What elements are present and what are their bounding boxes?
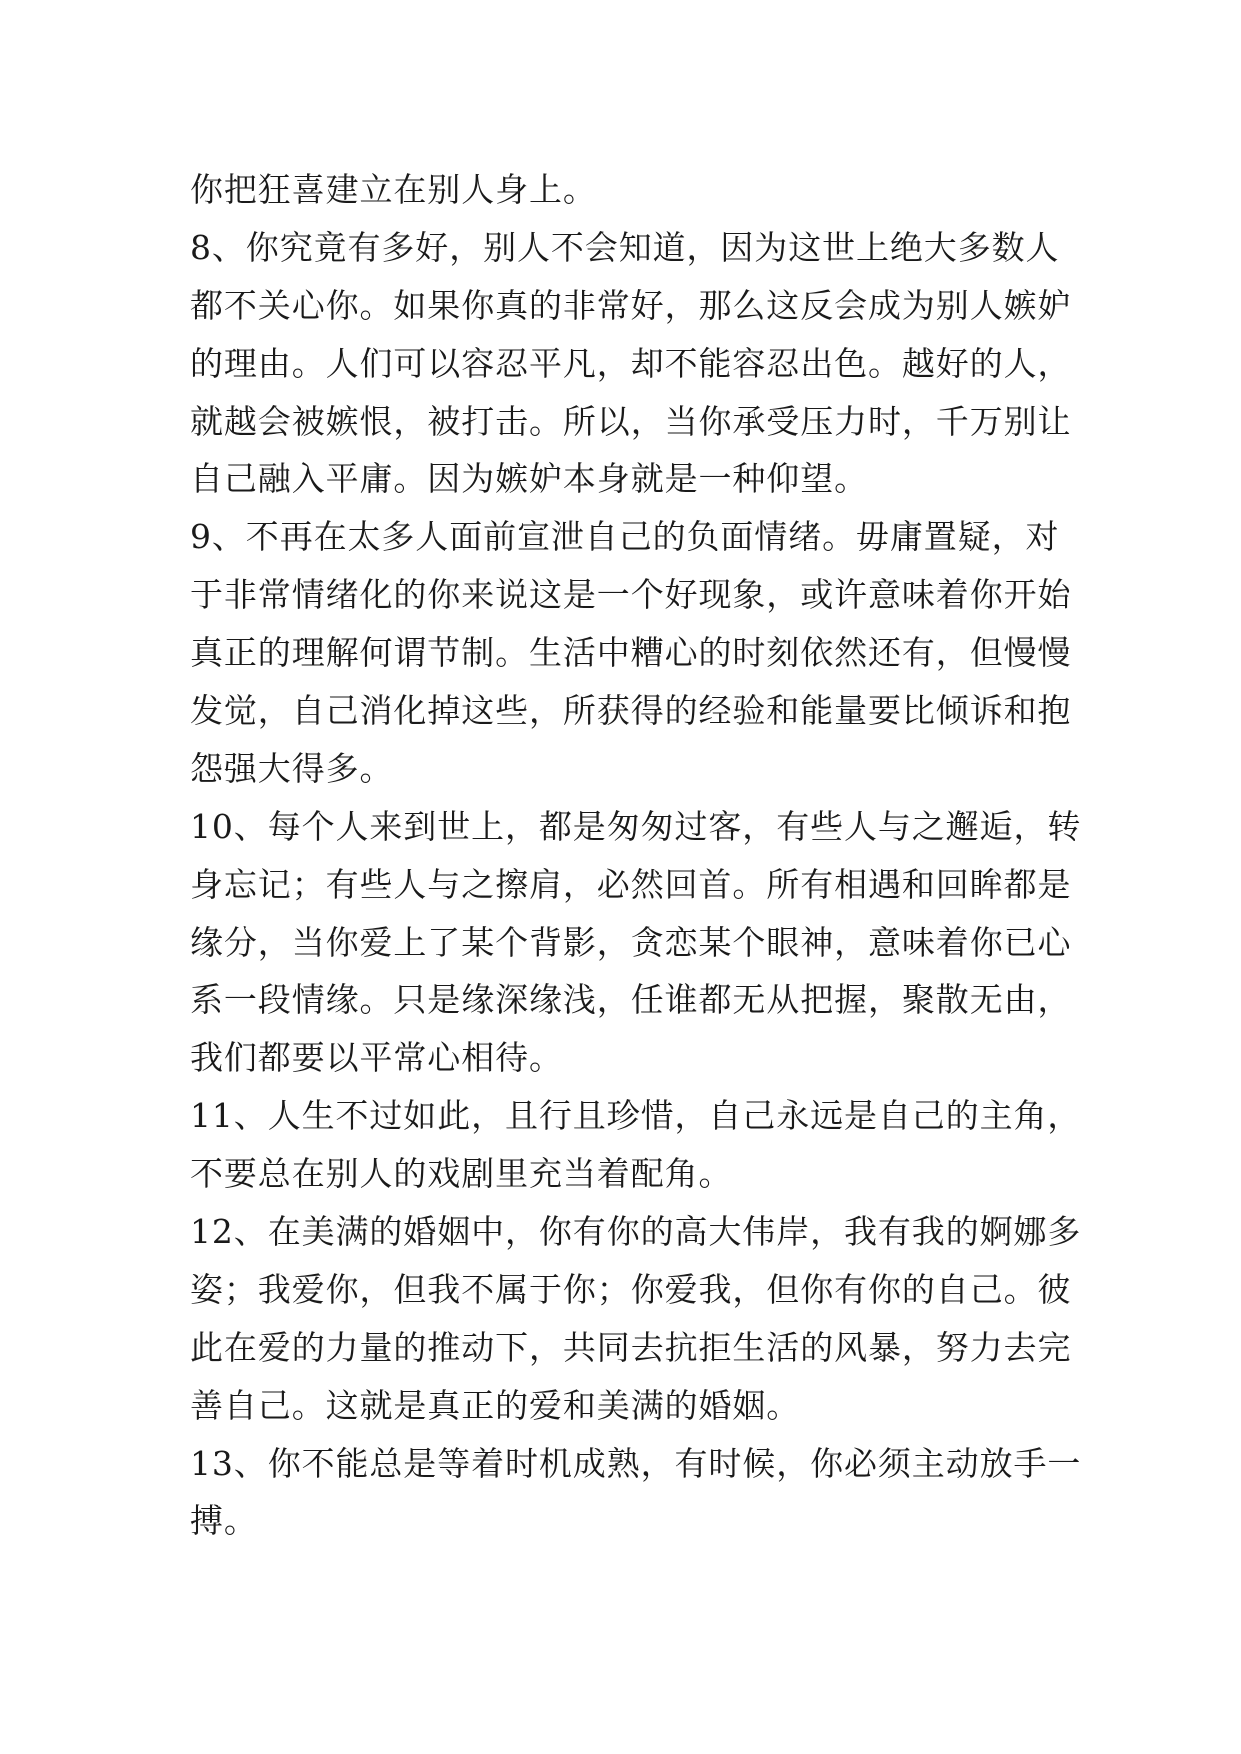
text-line: 于非常情绪化的你来说这是一个好现象，或许意味着你开始 [190,575,1072,615]
text-line: 12、在美满的婚姻中，你有你的高大伟岸，我有我的婀娜多 [190,1212,1082,1252]
text-line: 10、每个人来到世上，都是匆匆过客，有些人与之邂逅，转 [190,806,1082,846]
text-line: 我们都要以平常心相待。 [190,1038,563,1078]
text-line: 13、你不能总是等着时机成熟，有时候，你必须主动放手一 [190,1443,1082,1483]
text-line: 身忘记；有些人与之擦肩，必然回首。所有相遇和回眸都是 [190,864,1072,904]
text-line: 缘分，当你爱上了某个背影，贪恋某个眼神，意味着你已心 [190,922,1072,962]
text-line: 你把狂喜建立在别人身上。 [190,170,597,209]
text-line: 善自己。这就是真正的爱和美满的婚姻。 [190,1385,801,1425]
text-line: 11、人生不过如此，且行且珍惜，自己永远是自己的主角， [190,1096,1082,1136]
document-body [190,161,1082,1550]
text-line: 真正的理解何谓节制。生活中糟心的时刻依然还有，但慢慢 [190,633,1072,673]
text-line: 8、你究竟有多好，别人不会知道，因为这世上绝大多数人 [190,227,1060,267]
text-line: 自己融入平庸。因为嫉妒本身就是一种仰望。 [190,459,868,499]
text-line: 此在爱的力量的推动下，共同去抗拒生活的风暴，努力去完 [190,1327,1072,1367]
text-line: 系一段情缘。只是缘深缘浅，任谁都无从把握，聚散无由， [190,980,1072,1020]
text-line: 的理由。人们可以容忍平凡，却不能容忍出色。越好的人， [190,343,1072,383]
text-line: 搏。 [190,1501,258,1541]
text-line: 就越会被嫉恨，被打击。所以，当你承受压力时，千万别让 [190,401,1072,441]
text-line: 不要总在别人的戏剧里充当着配角。 [190,1154,733,1194]
text-line: 姿；我爱你，但我不属于你；你爱我，但你有你的自己。彼 [190,1269,1072,1309]
text-line: 都不关心你。如果你真的非常好，那么这反会成为别人嫉妒 [190,285,1072,325]
text-line: 9、不再在太多人面前宣泄自己的负面情绪。毋庸置疑，对 [190,517,1060,557]
text-line: 发觉，自己消化掉这些，所获得的经验和能量要比倾诉和抱 [190,691,1072,731]
text-line: 怨强大得多。 [190,748,394,788]
